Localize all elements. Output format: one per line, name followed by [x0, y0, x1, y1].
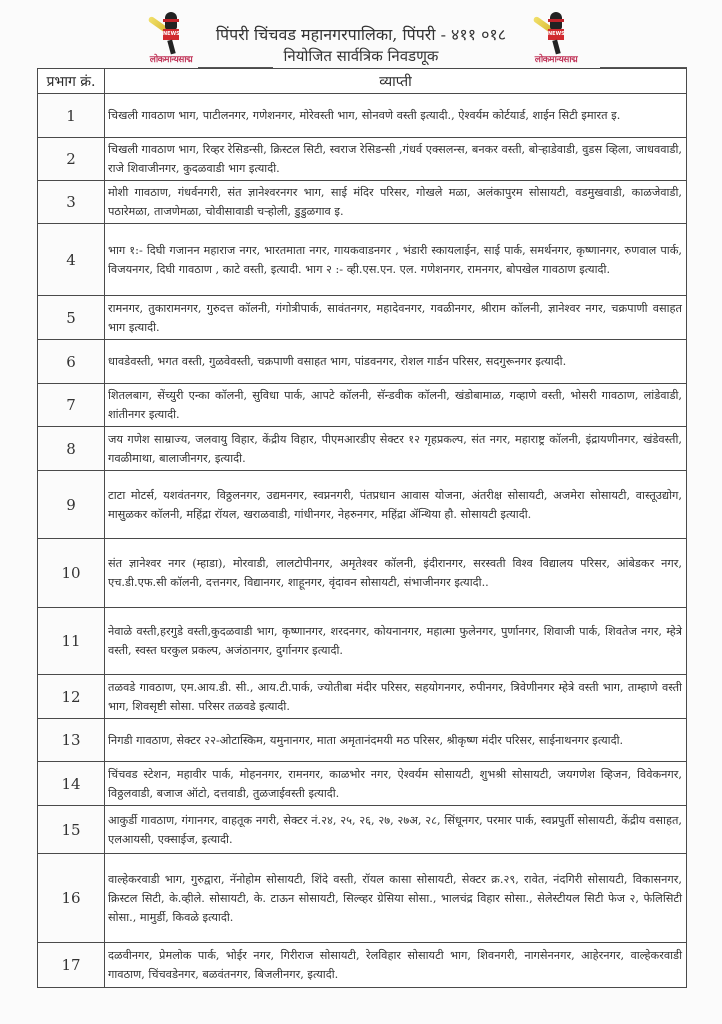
table-row: [38, 384, 687, 427]
table-row: [38, 854, 687, 943]
ward-coverage: शितलबाग, सेंच्युरी एन्का कॉलनी, सुविधा पार्क, आपटे कॉलनी, सॅन्डवीक कॉलनी, खंडोबामाळ, गव्हाणे वस्ती, भोसरी गावठाण, लांडेवाडी, शांतीनगर इत्यादी.: [105, 384, 687, 427]
ward-number: 8: [38, 427, 105, 471]
table-row: [38, 539, 687, 608]
ward-number: 11: [38, 608, 105, 675]
ward-number: 15: [38, 806, 105, 854]
table-header-row: [38, 69, 687, 94]
ward-coverage: चिखली गावठाण भाग, रिव्हर रेसिडन्सी, क्रिस्टल सिटी, स्वराज रेसिडन्सी ,गंधर्व एक्सलन्स, बनकर वस्ती, बोऱ्हाडेवाडी, वुडस व्हिला, जाधववाडी, राजे शिवाजीनगर, कुदळवाडी भाग इत्यादी.: [105, 138, 687, 181]
ward-number: 9: [38, 471, 105, 539]
ward-number: 1: [38, 94, 105, 138]
ward-number: 10: [38, 539, 105, 608]
ward-coverage: टाटा मोटर्स, यशवंतनगर, विठ्ठलनगर, उद्यमनगर, स्वप्ननगरी, पंतप्रधान आवास योजना, अंतरीक्ष सोसायटी, अजमेरा सोसायटी, वास्तूउद्योग, मासुळकर कॉलनी, महिंद्रा रॉयल, खराळवाडी, गांधीनगर, नेहरुनगर, महिंद्रा ॲन्थिया हौ. सोसायटी इत्यादी.: [105, 471, 687, 539]
table-row: [38, 427, 687, 471]
ward-number: 13: [38, 719, 105, 762]
ward-number: 16: [38, 854, 105, 943]
ward-number: 7: [38, 384, 105, 427]
table-row: [38, 675, 687, 719]
ward-coverage: तळवडे गावठाण, एम.आय.डी. सी., आय.टी.पार्क, ज्योतीबा मंदीर परिसर, सहयोगनगर, रुपीनगर, त्रिवेणीनगर म्हेत्रे वस्ती भाग, ताम्हाणे वस्ती भाग, शिवसृष्टी सोसा. परिसर तळवडे इत्यादी.: [105, 675, 687, 719]
ward-coverage: चिंचवड स्टेशन, महावीर पार्क, मोहननगर, रामनगर, काळभोर नगर, ऐश्वर्यम सोसायटी, शुभश्री सोसायटी, जयगणेश व्हिजन, विवेकनगर, विठ्ठलवाडी, बजाज ऑटो, दत्तवाडी, तुळजाईवस्ती इत्यादी.: [105, 762, 687, 806]
document-title: पिंपरी चिंचवड महानगरपालिका, पिंपरी - ४११ ०१८: [215, 25, 507, 44]
table-row: [38, 94, 687, 138]
ward-coverage: भाग १:- दिघी गजानन महाराज नगर, भारतमाता नगर, गायकवाडनगर , भंडारी स्कायलाईन, साई पार्क, समर्थनगर, कृष्णानगर, रुणवाल पार्क, विजयनगर, दिघी गावठाण , काटे वस्ती, इत्यादी. भाग २ :- व्ही.एस.एन. एल. गणेशनगर, रामनगर, बोपखेल गावठाण इत्यादी.: [105, 224, 687, 296]
ward-coverage: वाल्हेकरवाडी भाग, गुरुद्वारा, नॅनोहोम सोसायटी, शिंदे वस्ती, रॉयल कासा सोसायटी, सेक्टर क्र.२९, रावेत, नंदगिरी सोसायटी, विकासनगर, क्रिस्टल सिटी, के.व्हीले. सोसायटी, के. टाऊन सोसायटी, सिल्व्हर ग्रेसिया सोसा., भालचंद्र विहार सोसा., सेलेस्टीयल सिटी फेज २, फेलिसिटी सोसा., मामुर्डी, किवळे इत्यादी.: [105, 854, 687, 943]
ward-coverage: संत ज्ञानेश्वर नगर (म्हाडा), मोरवाडी, लालटोपीनगर, अमृतेश्वर कॉलनी, इंदीरानगर, सरस्वती विश्व विद्यालय परिसर, आंबेडकर नगर, एच.डी.एफ.सी कॉलनी, दत्तनगर, विद्यानगर, शाहूनगर, वृंदावन सोसायटी, संभाजीनगर इत्यादी..: [105, 539, 687, 608]
ward-coverage: धावडेवस्ती, भगत वस्ती, गुळवेवस्ती, चक्रपाणी वसाहत भाग, पांडवनगर, रोशल गार्डन परिसर, सदगुरूनगर इत्यादी.: [105, 340, 687, 384]
ward-number: 3: [38, 181, 105, 224]
table-row: [38, 181, 687, 224]
table-row: [38, 224, 687, 296]
ward-coverage: आकुर्डी गावठाण, गंगानगर, वाहतूक नगरी, सेक्टर नं.२४, २५, २६, २७, २७अ, २८, सिंधूनगर, परमार पार्क, स्वप्नपुर्ती सोसायटी, केंद्रीय वसाहत, एलआयसी, एक्साईज, इत्यादी.: [105, 806, 687, 854]
ward-table: [37, 68, 687, 988]
ward-coverage: जय गणेश साम्राज्य, जलवायु विहार, केंद्रीय विहार, पीएमआरडीए सेक्टर १२ गृहप्रकल्प, संत नगर, महाराष्ट्र कॉलनी, इंद्रायणीनगर, खंडेवस्ती, गवळीमाथा, बालाजीनगर, इत्यादी.: [105, 427, 687, 471]
ward-number: 6: [38, 340, 105, 384]
table-row: [38, 719, 687, 762]
ward-coverage: निगडी गावठाण, सेक्टर २२-ओटास्किम, यमुनानगर, माता अमृतानंदमयी मठ परिसर, श्रीकृष्ण मंदीर परिसर, साईनाथनगर इत्यादी.: [105, 719, 687, 762]
news-logo-right: [520, 10, 592, 66]
document-subtitle: नियोजित सार्वत्रिक निवडणूक: [283, 47, 439, 65]
table-row: [38, 943, 687, 988]
ward-number: 12: [38, 675, 105, 719]
table-row: [38, 296, 687, 340]
ward-coverage: दळवीनगर, प्रेमलोक पार्क, भोईर नगर, गिरीराज सोसायटी, रेलविहार सोसायटी भाग, शिवनगरी, नागसेननगर, आहेरनगर, वाल्हेकरवाडी गावठाण, चिंचवडेनगर, बळवंतनगर, बिजलीनगर, इत्यादी.: [105, 943, 687, 988]
table-row: [38, 762, 687, 806]
table-row: [38, 806, 687, 854]
column-header-coverage: व्याप्ती: [105, 69, 687, 94]
news-badge: NEWS: [548, 29, 564, 40]
logo-brand-text: लोकमान्यसाद्म: [149, 55, 193, 65]
document-header: [0, 0, 722, 70]
news-badge: NEWS: [163, 29, 179, 40]
ward-coverage: नेवाळे वस्ती,हरगुडे वस्ती,कुदळवाडी भाग, कृष्णानगर, शरदनगर, कोयनानगर, महात्मा फुलेनगर, पुर्णानगर, शिवाजी पार्क, शिवतेज नगर, म्हेत्रे वस्ती, स्वस्त घरकुल प्रकल्प, अजंठानगर, दुर्गानगर इत्यादी.: [105, 608, 687, 675]
column-header-ward-no: प्रभाग क्रं.: [38, 69, 105, 94]
ward-coverage: मोशी गावठाण, गंधर्वनगरी, संत ज्ञानेश्वरनगर भाग, साई मंदिर परिसर, गोखले मळा, अलंकापुरम सोसायटी, वडमुखवाडी, काळजेवाडी, पठारेमळा, ताजणेमळा, चोवीसावाडी चऱ्होली, डुडुळगाव इ.: [105, 181, 687, 224]
table-row: [38, 340, 687, 384]
ward-number: 17: [38, 943, 105, 988]
logo-brand-text: लोकमान्यसाद्म: [534, 55, 578, 65]
ward-number: 14: [38, 762, 105, 806]
ward-number: 5: [38, 296, 105, 340]
ward-coverage: रामनगर, तुकारामनगर, गुरुदत्त कॉलनी, गंगोत्रीपार्क, सावंतनगर, महादेवनगर, गवळीनगर, श्रीराम कॉलनी, ज्ञानेश्वर नगर, चक्रपाणी वसाहत भाग इत्यादी.: [105, 296, 687, 340]
table-row: [38, 608, 687, 675]
ward-number: 4: [38, 224, 105, 296]
ward-coverage: चिखली गावठाण भाग, पाटीलनगर, गणेशनगर, मोरेवस्ती भाग, सोनवणे वस्ती इत्यादी., ऐश्वर्यम कोर्टयार्ड, शाईन सिटी इमारत इ.: [105, 94, 687, 138]
table-row: [38, 138, 687, 181]
table-row: [38, 471, 687, 539]
ward-number: 2: [38, 138, 105, 181]
